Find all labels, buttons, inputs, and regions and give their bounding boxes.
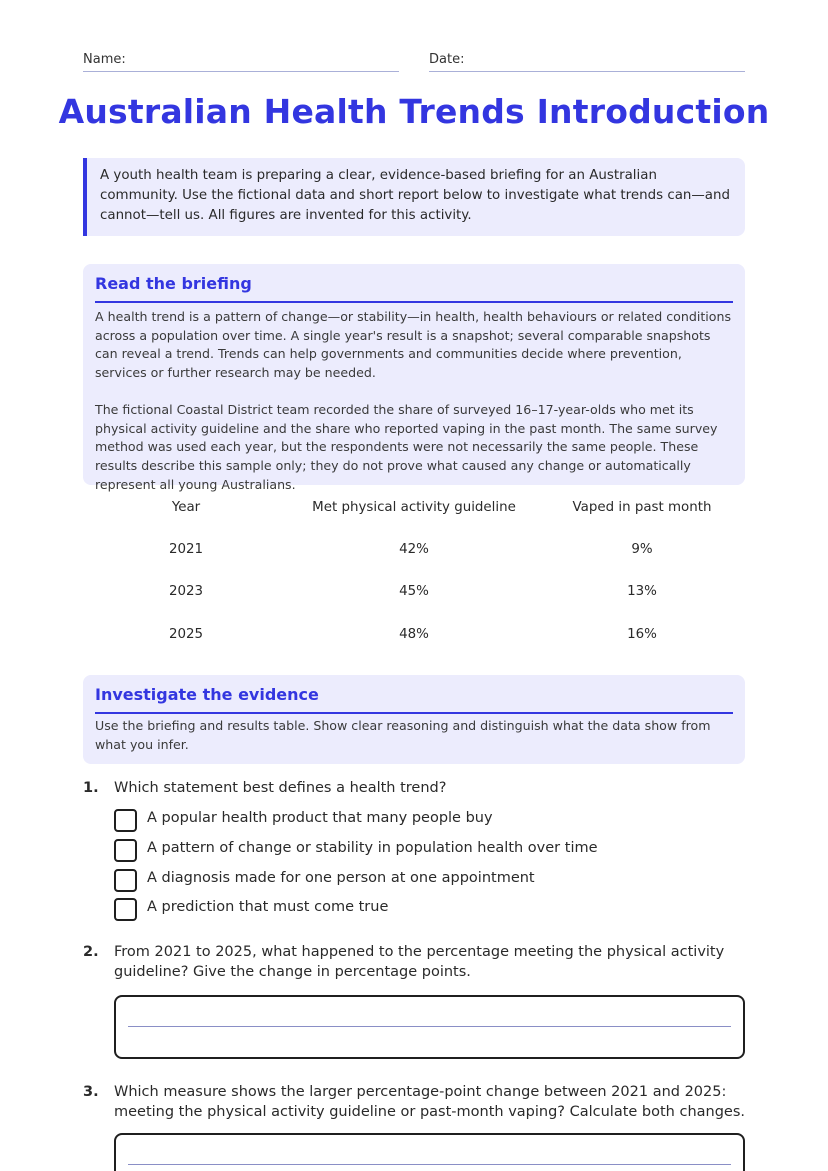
checkbox[interactable] bbox=[114, 898, 137, 921]
briefing-panel bbox=[83, 264, 745, 492]
briefing-paragraph-1: A health trend is a pattern of change—or stability—in health, health behaviours or related conditions across a population over time. A single year's result is a snapshot; several comparable snapshots can reveal a trend. Trends can help governments and communities decide where prevention, services or further research may be needed. bbox=[95, 309, 732, 381]
evidence-panel bbox=[83, 675, 745, 764]
option-label: A diagnosis made for one person at one appointment bbox=[147, 870, 535, 886]
table-cell-year: 2025 bbox=[168, 627, 204, 642]
writing-line bbox=[128, 1026, 731, 1027]
table-cell-activity: 42% bbox=[399, 542, 429, 557]
table-row bbox=[83, 578, 745, 608]
name-date-row bbox=[83, 52, 745, 74]
checkbox[interactable] bbox=[114, 869, 137, 892]
table-row bbox=[83, 621, 745, 651]
question-text: From 2021 to 2025, what happened to the percentage meeting the physical activity guideline? Give the change in percentage points. bbox=[114, 944, 725, 980]
option-label: A prediction that must come true bbox=[147, 899, 389, 915]
evidence-instructions: Use the briefing and results table. Show clear reasoning and distinguish what the data show from what you infer. bbox=[95, 718, 711, 752]
answer-box-2[interactable] bbox=[114, 995, 745, 1059]
question-text: Which measure shows the larger percentage-point change between 2021 and 2025: meeting the physical activity guideline or past-month vaping? Calculate both changes. bbox=[114, 1084, 746, 1120]
table-cell-year: 2023 bbox=[168, 584, 204, 599]
checkbox[interactable] bbox=[114, 839, 137, 862]
column-header-activity: Met physical activity guideline bbox=[312, 500, 516, 515]
column-header-vaping: Vaped in past month bbox=[572, 500, 712, 515]
table-row bbox=[83, 536, 745, 566]
answer-box-3[interactable] bbox=[114, 1133, 745, 1171]
checkbox[interactable] bbox=[114, 809, 137, 832]
briefing-paragraph-2: The fictional Coastal District team recorded the share of surveyed 16–17-year-olds who met its physical activity guideline and the share who reported vaping in the past month. The same survey method was used each year, but the respondents were not necessarily the same people. These results describe this sample only; they do not prove what caused any change or automatically represent all young Australians. bbox=[95, 402, 718, 492]
option-label: A pattern of change or stability in population health over time bbox=[147, 840, 598, 856]
table-cell-year: 2021 bbox=[168, 542, 204, 557]
intro-callout: A youth health team is preparing a clear, evidence-based briefing for an Australian community. Use the fictional data and short report below to investigate what trends can—and cannot—tell us. All figures are invented for this activity. bbox=[83, 158, 745, 236]
question-number: 1. bbox=[83, 780, 99, 796]
table-cell-vaping: 9% bbox=[631, 542, 653, 557]
question-3 bbox=[83, 1082, 745, 1124]
question-1 bbox=[83, 778, 745, 800]
option-1d[interactable] bbox=[114, 898, 534, 922]
option-1c[interactable] bbox=[114, 869, 534, 893]
option-1a[interactable] bbox=[114, 809, 534, 833]
briefing-heading: Read the briefing bbox=[95, 274, 733, 303]
question-2 bbox=[83, 942, 745, 984]
question-number: 2. bbox=[83, 944, 99, 960]
table-cell-activity: 48% bbox=[399, 627, 429, 642]
option-label: A popular health product that many people buy bbox=[147, 810, 493, 826]
table-cell-vaping: 13% bbox=[627, 584, 657, 599]
option-1b[interactable] bbox=[114, 839, 634, 863]
name-field[interactable]: Name: bbox=[83, 52, 399, 72]
column-header-year: Year bbox=[171, 500, 201, 515]
date-field[interactable]: Date: bbox=[429, 52, 745, 72]
page-title: Australian Health Trends Introduction bbox=[58, 92, 770, 131]
writing-line bbox=[128, 1164, 731, 1165]
table-cell-vaping: 16% bbox=[627, 627, 657, 642]
table-cell-activity: 45% bbox=[399, 584, 429, 599]
evidence-heading: Investigate the evidence bbox=[95, 685, 733, 714]
question-number: 3. bbox=[83, 1084, 99, 1100]
table-header-row bbox=[83, 494, 745, 524]
question-text: Which statement best defines a health trend? bbox=[114, 780, 447, 796]
